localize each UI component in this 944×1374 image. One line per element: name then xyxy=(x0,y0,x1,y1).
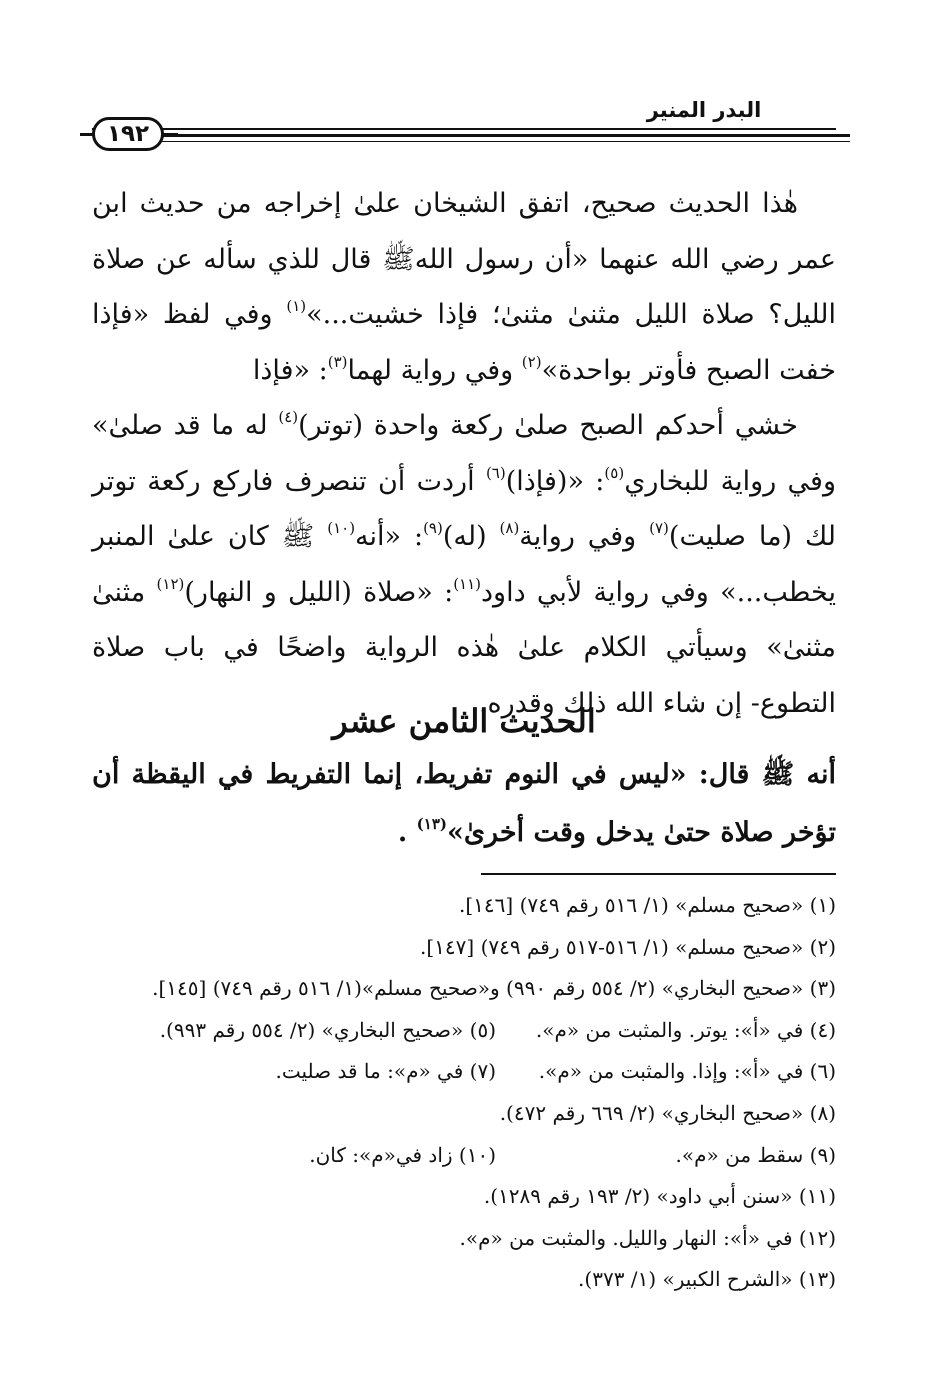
header-rule xyxy=(108,134,850,137)
text-line: . xyxy=(397,817,417,848)
text-line: : «صلاة (الليل و النهار) xyxy=(184,576,454,608)
text-line: أردت أن تنصرف فاركع ركعة توتر لك xyxy=(92,465,836,552)
text-line: صلاة حتىٰ يدخل وقت أخرىٰ» xyxy=(447,817,774,848)
footnote-ref[interactable]: (٨) xyxy=(499,519,520,537)
text-line: ابن عمر رضي الله عنهما «أن رسول اللهﷺ قال للذي سأله عن صلاة xyxy=(92,188,836,275)
header-rule xyxy=(92,128,836,130)
footnote: (٢) «صحيح مسلم» (١/ ٥١٦-٥١٧ رقم ٧٤٩) [١٤٧]. xyxy=(420,934,836,959)
text-line: له ما قد صلىٰ» xyxy=(92,410,279,441)
page-number: ١٩٢ xyxy=(92,117,164,151)
footnote-ref[interactable]: (٤) xyxy=(278,408,299,426)
footnotes xyxy=(92,885,836,1301)
text-line: : «(فإذا) xyxy=(505,465,605,497)
footnote: (٩) سقط من «م». xyxy=(675,1142,836,1167)
footnote-ref[interactable]: (١) xyxy=(286,297,307,315)
section-heading: الحديث الثامن عشر xyxy=(332,702,596,740)
header-rule xyxy=(108,141,850,142)
text-line: (له) xyxy=(442,521,500,552)
footnote: (١١) «سنن أبي داود» (٢/ ١٩٣ رقم ١٢٨٩). xyxy=(483,1184,836,1209)
footnote-ref[interactable]: (١١) xyxy=(453,574,482,593)
running-title: البدر المنير xyxy=(646,98,762,122)
footnote-row xyxy=(92,1051,836,1093)
text-line: يخطب...» وفي رواية لأبي داود xyxy=(481,576,836,608)
text-line: (ما صليت) xyxy=(668,521,793,552)
text-line: : «فإذا xyxy=(252,354,328,386)
footnote: (٣) «صحيح البخاري» (٢/ ٥٥٤ رقم ٩٩٠) و«صحيح مسلم»(١/ ٥١٦ رقم ٧٤٩) [١٤٥]. xyxy=(152,976,836,1001)
footnote-ref[interactable]: (٣) xyxy=(327,352,348,371)
text-line: : «أنه xyxy=(355,521,424,552)
paragraph xyxy=(92,746,836,862)
text-line: أنه ﷺ قال: «ليس في النوم تفريط، إنما التفريط في اليقظة أن تؤخر xyxy=(92,759,836,848)
text-line: الليل؟ صلاة الليل مثنىٰ مثنىٰ؛ فإذا خشيت...» xyxy=(306,299,837,330)
footnote-ref[interactable]: (١٣) xyxy=(416,815,448,833)
footnote: (١٢) في «أ»: النهار والليل. والمثبت من «م». xyxy=(459,1225,836,1250)
footnote-ref[interactable]: (٦) xyxy=(485,463,506,482)
text-line: وفي رواية xyxy=(519,521,650,552)
footnote: (٥) «صحيح البخاري» (٢/ ٥٥٤ رقم ٩٩٣). xyxy=(159,1017,496,1042)
footnote-separator xyxy=(481,873,836,875)
text-line: إن شاء الله ذلك وقدره. xyxy=(478,687,743,719)
footnote-row xyxy=(92,1135,836,1177)
header-rule xyxy=(162,133,178,136)
footnote: (٧) في «م»: ما قد صليت. xyxy=(275,1059,496,1084)
text-line: خشي أحدكم الصبح صلىٰ ركعة واحدة (توتر) xyxy=(298,410,798,441)
footnote: (٦) في «أ»: وإذا. والمثبت من «م». xyxy=(538,1059,836,1084)
footnote-ref[interactable]: (٢) xyxy=(521,352,542,371)
footnote-ref[interactable]: (١٢) xyxy=(156,574,185,593)
footnote-ref[interactable]: (٥) xyxy=(604,463,625,482)
hadith-text xyxy=(92,746,836,862)
footnote-ref[interactable]: (١٠) xyxy=(327,519,356,537)
text-line: وفي رواية للبخاري xyxy=(624,465,837,497)
text-line: مثنىٰ» وسيأتي الكلام علىٰ هٰذه الرواية واضحًا في باب صلاة التطوع- xyxy=(92,632,836,719)
text-line: وفي لفظ «فإذا خفت xyxy=(92,299,836,386)
text-line: مثنىٰ xyxy=(92,576,157,608)
footnote: (١٣) «الشرح الكبير» (١/ ٣٧٣). xyxy=(578,1267,836,1292)
text-line: هٰذا الحديث صحيح، اتفق الشيخان علىٰ إخراجه من حديث xyxy=(139,188,798,219)
footnote: (١٠) زاد في«م»: كان. xyxy=(309,1142,496,1167)
paragraph xyxy=(92,398,836,731)
main-text xyxy=(92,176,836,731)
footnote: (٨) «صحيح البخاري» (٢/ ٦٦٩ رقم ٤٧٢). xyxy=(499,1100,836,1125)
footnote-ref[interactable]: (٧) xyxy=(649,519,669,537)
text-line: الصبح فأوتر بواحدة» xyxy=(541,354,771,386)
footnote-ref[interactable]: (٩) xyxy=(423,519,443,537)
text-line: وفي رواية لهما xyxy=(347,354,522,386)
footnote: (٤) في «أ»: يوتر. والمثبت من «م». xyxy=(535,1017,836,1042)
footnote: (١) «صحيح مسلم» (١/ ٥١٦ رقم ٧٤٩) [١٤٦]. xyxy=(459,893,836,917)
paragraph xyxy=(92,176,836,398)
footnote-row xyxy=(92,1010,836,1052)
text-line: ﷺ كان علىٰ المنبر xyxy=(92,521,328,552)
